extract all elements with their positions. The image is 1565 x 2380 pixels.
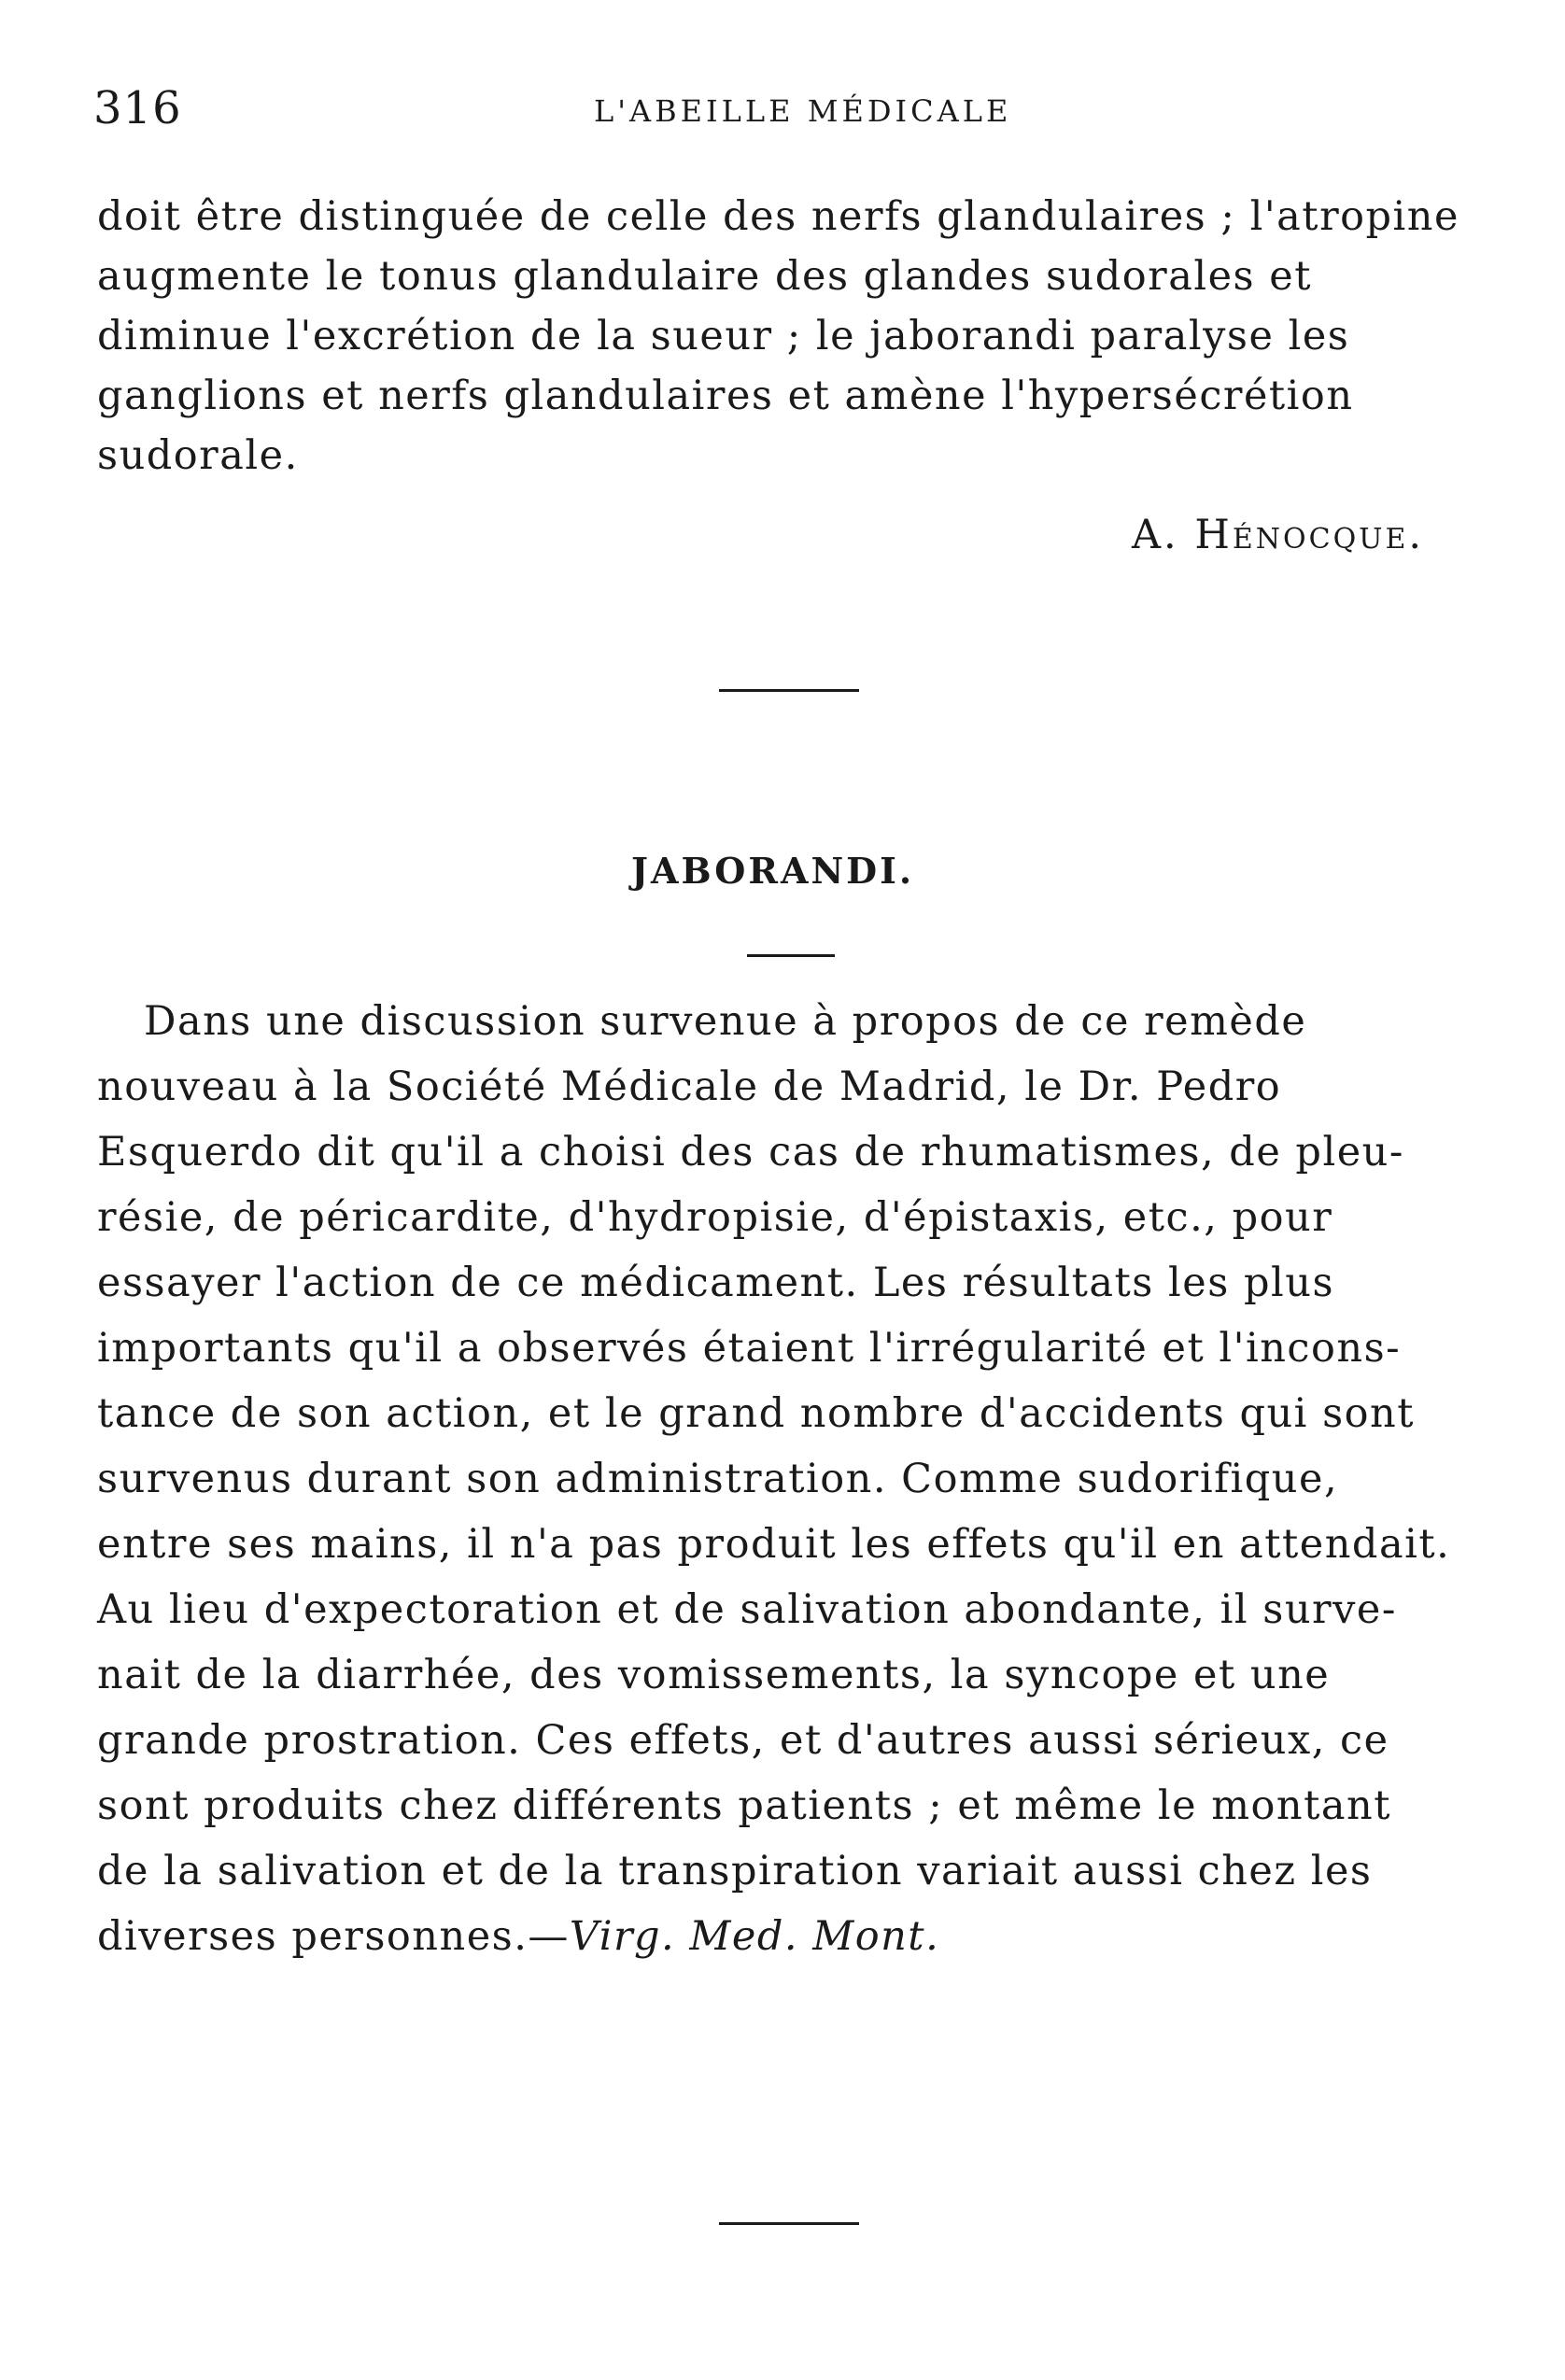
section-divider — [719, 689, 859, 692]
page-header — [93, 82, 1494, 138]
article-line: sont produits chez différents patients ; et même le montant — [97, 1782, 1391, 1829]
article-line: de la salivation et de la transpiration variait aussi chez les — [97, 1848, 1373, 1894]
continuation-line: augmente le tonus glandulaire des glandes sudorales et — [97, 253, 1313, 300]
author-signature: A. Hénocque. — [1132, 512, 1425, 558]
article-line: nouveau à la Société Médicale de Madrid, le Dr. Pedro — [97, 1063, 1282, 1110]
article-line: entre ses mains, il n'a pas produit les effets qu'il en attendait. — [97, 1521, 1451, 1568]
article-line: grande prostration. Ces effets, et d'autres aussi sérieux, ce — [97, 1717, 1389, 1764]
article-line: survenus durant son administration. Comme sudorifique, — [97, 1456, 1339, 1502]
bottom-divider — [719, 2222, 859, 2225]
running-title: L'ABEILLE MÉDICALE — [594, 93, 1012, 129]
source-citation: Virg. Med. Mont. — [569, 1913, 940, 1960]
article-line: Esquerdo dit qu'il a choisi des cas de rhumatismes, de pleu- — [97, 1129, 1404, 1176]
article-line: tance de son action, et le grand nombre d'accidents qui sont — [97, 1390, 1416, 1437]
title-underline — [747, 954, 835, 957]
article-line: nait de la diarrhée, des vomissements, la syncope et une — [97, 1652, 1331, 1698]
continuation-line: ganglions et nerfs glandulaires et amène l'hypersécrétion — [97, 373, 1354, 419]
continuation-line: doit être distinguée de celle des nerfs glandulaires ; l'atropine — [97, 193, 1459, 240]
article-title: JABORANDI. — [631, 850, 915, 892]
article-line: importants qu'il a observés étaient l'irrégularité et l'incons- — [97, 1325, 1402, 1372]
article-line: essayer l'action de ce médicament. Les résultats les plus — [97, 1260, 1335, 1306]
continuation-line: diminue l'excrétion de la sueur ; le jaborandi paralyse les — [97, 313, 1350, 359]
page-number: 316 — [93, 82, 182, 134]
article-last-line — [97, 1907, 939, 1966]
article-line: Dans une discussion survenue à propos de ce remède — [144, 998, 1307, 1045]
article-line-text: diverses personnes.— — [97, 1913, 570, 1960]
article-line: résie, de péricardite, d'hydropisie, d'épistaxis, etc., pour — [97, 1194, 1333, 1241]
article-line: Au lieu d'expectoration et de salivation abondante, il surve- — [97, 1586, 1397, 1633]
continuation-line: sudorale. — [97, 432, 299, 479]
